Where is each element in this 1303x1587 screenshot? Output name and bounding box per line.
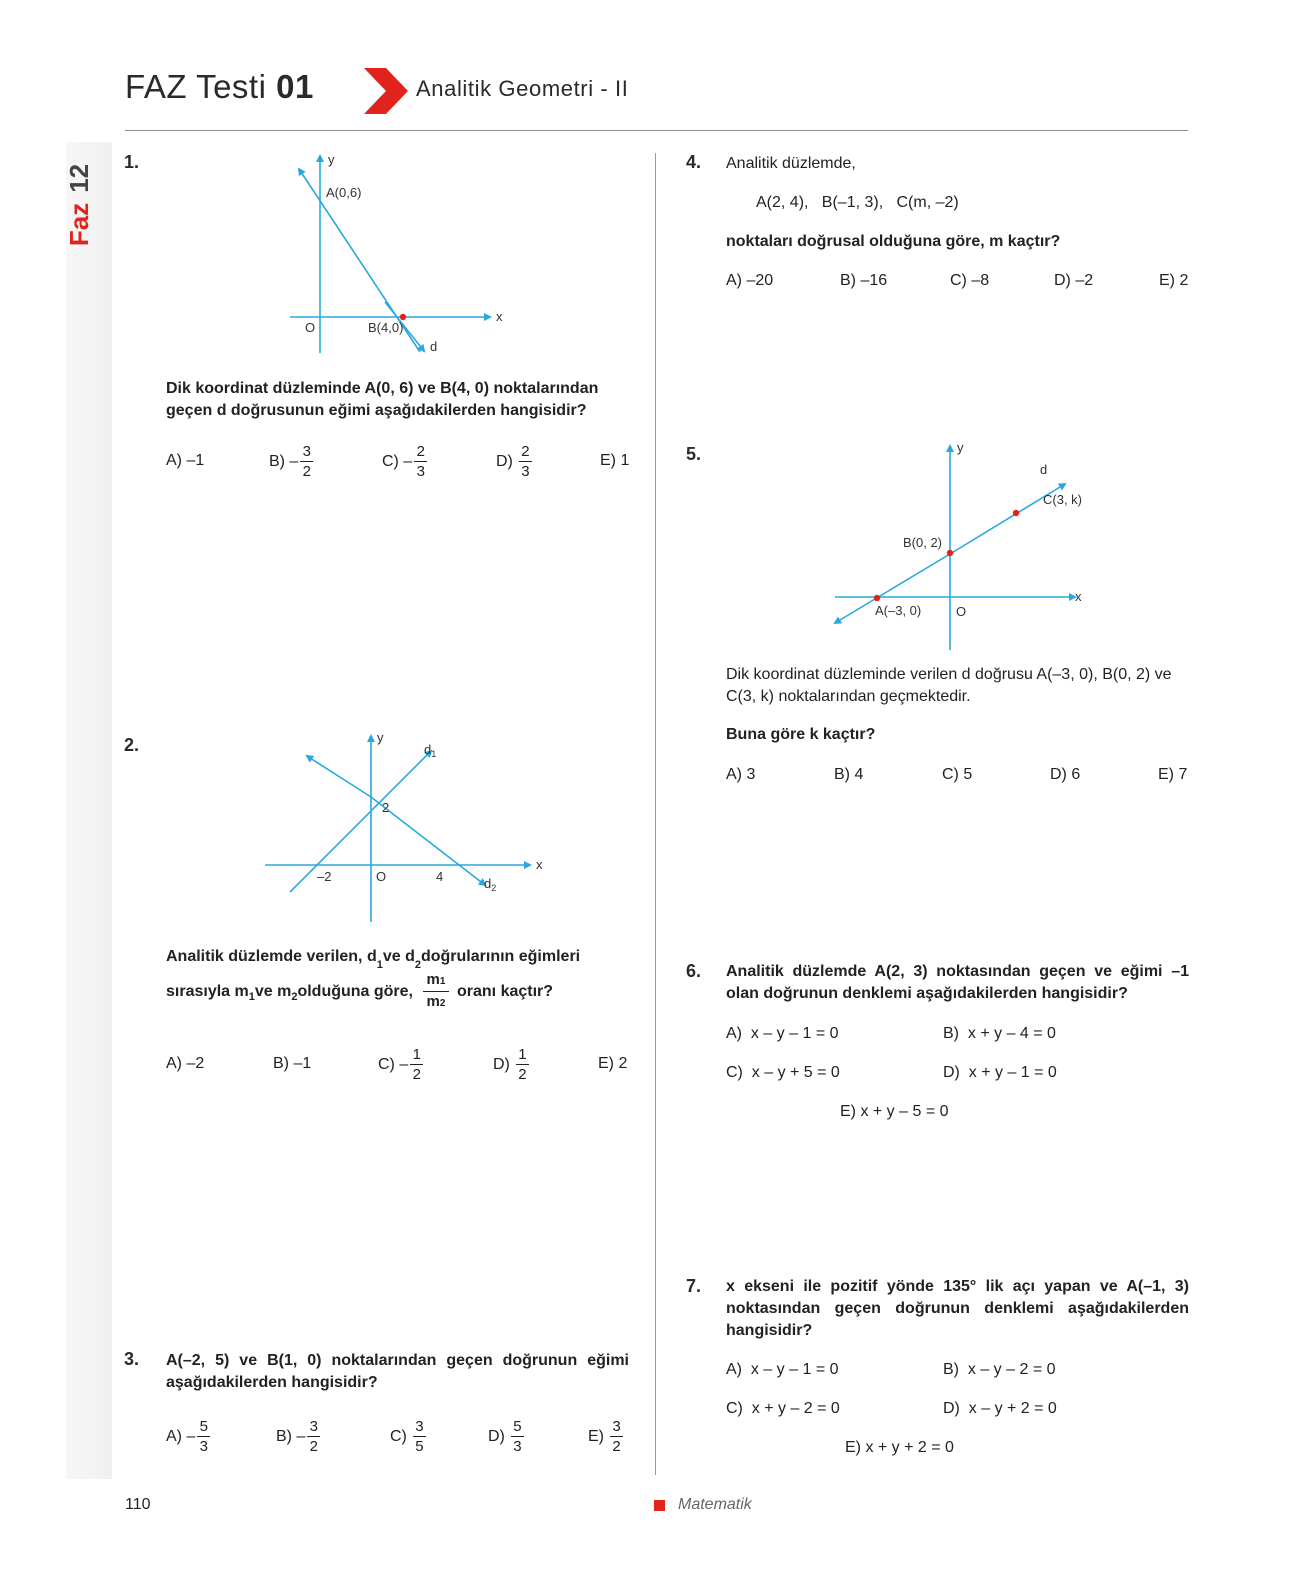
option-e[interactable]: E) 2 — [598, 1055, 628, 1072]
svg-text:y: y — [377, 730, 384, 745]
svg-text:d1: $d_1$ — [424, 742, 437, 759]
page-number: 110 — [125, 1496, 151, 1513]
option-d[interactable]: D) x – y + 2 = 0 — [943, 1400, 1057, 1417]
option-d[interactable]: D) $\frac{1}{2}$ — [493, 1046, 529, 1083]
option-a[interactable]: A) –20 — [726, 272, 774, 289]
svg-text:4: 4 — [436, 869, 444, 884]
option-e[interactable]: E) x + y + 2 = 0 — [845, 1439, 954, 1456]
option-e[interactable]: E) x + y – 5 = 0 — [840, 1103, 949, 1120]
q2-graph — [255, 730, 545, 930]
option-a[interactable]: A) –1 — [166, 452, 205, 469]
option-a[interactable]: A) –2 — [166, 1055, 205, 1072]
svg-text:d: d — [1040, 462, 1048, 477]
option-d[interactable]: D) –2 — [1054, 272, 1094, 289]
option-d[interactable]: D) x + y – 1 = 0 — [943, 1064, 1057, 1081]
q5-graph — [825, 440, 1095, 655]
svg-text:x: x — [536, 857, 543, 872]
question-number: 4. — [686, 152, 702, 172]
question-text: A(–2, 5) ve B(1, 0) noktalarından geçen doğrunun eğimi aşağıdakilerden hangisidir? — [166, 1352, 629, 1391]
option-b[interactable]: B) x – y – 2 = 0 — [943, 1361, 1056, 1378]
option-e[interactable]: E) $\frac{3}{2}$ — [588, 1418, 623, 1455]
option-e[interactable]: E) 1 — [600, 452, 630, 469]
option-a[interactable]: A) x – y – 1 = 0 — [726, 1025, 839, 1042]
svg-text:C(3, k): C(3, k) — [1043, 492, 1082, 507]
chevron-right-icon — [364, 68, 408, 114]
page-title — [125, 68, 314, 106]
option-b[interactable]: B) – $\frac{3}{2}$ — [269, 443, 313, 480]
svg-text:A(–3, 0): A(–3, 0) — [875, 603, 922, 618]
svg-text:A(0,6): A(0,6) — [326, 185, 362, 200]
question-number: 6. — [686, 961, 702, 981]
test-number: 01 — [276, 68, 314, 105]
question-number: 3. — [124, 1349, 140, 1369]
svg-text:O: O — [376, 869, 387, 884]
option-c[interactable]: C) –8 — [950, 272, 990, 289]
question-text: x ekseni ile pozitif yönde 135° lik açı yapan ve A(–1, 3) noktasından geçen doğrunun denklemi aşağıdakilerden hangisidir? — [726, 1278, 1189, 1339]
page-subtitle: Analitik Geometri - II — [416, 76, 629, 101]
svg-text:B(4,0): B(4,0) — [368, 320, 404, 335]
question-text: Analitik düzlemde verilen, d 1 ve d 2 doğrularının eğimleri — [166, 948, 581, 971]
option-a[interactable]: A) x – y – 1 = 0 — [726, 1361, 839, 1378]
option-d[interactable]: D) $\frac{5}{3}$ — [488, 1418, 524, 1455]
grade-label: 12 — [64, 163, 94, 193]
svg-text:B(0, 2): B(0, 2) — [903, 535, 943, 550]
question-text-2: sırasıyla m 1 ve m 2 olduğuna göre, $\frac{m1}{m2}$ oranı kaçtır? — [166, 971, 554, 1010]
test-title: FAZ Testi — [125, 68, 267, 105]
question-text: Dik koordinat düzleminde verilen d doğrusu A(–3, 0), B(0, 2) ve C(3, k) noktalarından geçmektedir. — [726, 666, 1172, 705]
svg-text:–2: –2 — [317, 869, 332, 884]
option-b[interactable]: B) –1 — [273, 1055, 312, 1072]
svg-text:O: O — [305, 320, 316, 335]
footer-subject: Matematik — [654, 1496, 752, 1514]
option-b[interactable]: B) –16 — [840, 272, 888, 289]
option-e[interactable]: E) 7 — [1158, 766, 1188, 783]
sidebar-strip — [66, 142, 112, 1479]
question-points: A(2, 4), B(–1, 3), C(m, –2) — [756, 194, 959, 211]
option-b[interactable]: B) – $\frac{3}{2}$ — [276, 1418, 320, 1455]
option-e[interactable]: E) 2 — [1159, 272, 1189, 289]
option-c[interactable]: C) x + y – 2 = 0 — [726, 1400, 840, 1417]
option-b[interactable]: B) 4 — [834, 766, 864, 783]
svg-text:O: O — [956, 604, 967, 619]
option-c[interactable]: C) 5 — [942, 766, 973, 783]
option-d[interactable]: D) 6 — [1050, 766, 1081, 783]
svg-text:2: 2 — [382, 800, 390, 815]
svg-text:Faz12 — [64, 164, 94, 246]
question-number: 1. — [124, 152, 140, 172]
q1-graph — [280, 150, 520, 365]
question-number: 2. — [124, 735, 140, 755]
question-prompt: Buna göre k kaçtır? — [726, 726, 876, 743]
option-d[interactable]: D) $\frac{2}{3}$ — [496, 443, 532, 480]
svg-text:y: y — [957, 440, 964, 455]
question-text: Dik koordinat düzleminde A(0, 6) ve B(4, 0) noktalarından geçen d doğrusunun eğimi aşağıdakilerden hangisidir? — [166, 380, 599, 419]
brand-label: Faz — [64, 202, 94, 247]
svg-text:y: y — [328, 152, 335, 167]
option-a[interactable]: A) 3 — [726, 766, 756, 783]
svg-text:d2: $d_2$ — [484, 876, 497, 893]
option-c[interactable]: C) – $\frac{2}{3}$ — [382, 443, 427, 480]
question-number: 7. — [686, 1276, 702, 1296]
svg-text:x: x — [1075, 589, 1082, 604]
svg-text:x: x — [496, 309, 503, 324]
column-divider — [655, 153, 656, 1475]
svg-text:d: d — [430, 339, 438, 354]
option-a[interactable]: A) – $\frac{5}{3}$ — [166, 1418, 210, 1455]
square-icon — [654, 1500, 665, 1511]
option-c[interactable]: C) $\frac{3}{5}$ — [390, 1418, 426, 1455]
question-number: 5. — [686, 444, 702, 464]
option-c[interactable]: C) – $\frac{1}{2}$ — [378, 1046, 423, 1083]
question-text: Analitik düzlemde, — [726, 155, 856, 172]
option-b[interactable]: B) x + y – 4 = 0 — [943, 1025, 1056, 1042]
sidebar-label — [64, 150, 108, 260]
question-text: Analitik düzlemde A(2, 3) noktasından geçen ve eğimi –1 olan doğrunun denklemi aşağıdakilerden hangisidir? — [726, 963, 1189, 1002]
question-prompt: noktaları doğrusal olduğuna göre, m kaçtır? — [726, 233, 1061, 250]
header-divider — [125, 130, 1188, 131]
option-c[interactable]: C) x – y + 5 = 0 — [726, 1064, 840, 1081]
